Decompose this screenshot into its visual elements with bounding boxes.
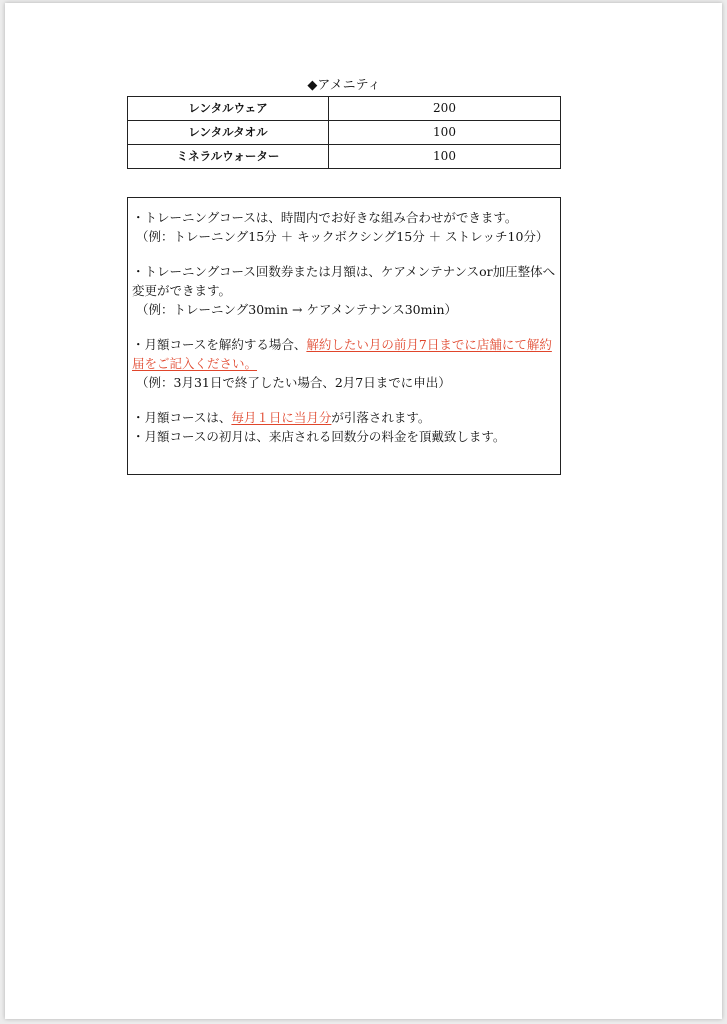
note-prefix: ・月額コースは、 [132, 410, 232, 425]
amenity-title: ◆アメニティ [307, 78, 381, 93]
table-row [128, 121, 561, 145]
amenity-price: 100 [329, 145, 561, 169]
amenity-name: レンタルウェア [128, 97, 329, 121]
billing-date-highlight: 毎月１日に当月分 [231, 410, 332, 425]
note-course-change [132, 262, 556, 319]
document-page [5, 3, 722, 1019]
table-row [128, 145, 561, 169]
note-example: （例：トレーニング30min → ケアメンテナンス30min） [136, 302, 458, 317]
notes-box [127, 197, 561, 475]
table-row [128, 97, 561, 121]
amenity-table [127, 96, 561, 169]
note-text [132, 335, 556, 373]
note-text: ・トレーニングコース回数券または月額は、ケアメンテナンスor加圧整体へ変更ができます。 [132, 264, 556, 298]
note-first-month [132, 427, 556, 446]
amenity-name: レンタルタオル [128, 121, 329, 145]
note-example: （例：3月31日で終了したい場合、2月7日までに申出） [136, 375, 451, 390]
note-suffix: が引落されます。 [331, 410, 431, 425]
note-billing [132, 408, 556, 427]
note-text [132, 408, 556, 427]
note-course-combination [132, 208, 556, 246]
cancellation-deadline-highlight: 解約したい月の前月7日までに店舗にて解約届をご記入ください。 [132, 337, 552, 371]
note-cancellation [132, 335, 556, 392]
note-prefix: ・月額コースを解約する場合、 [132, 337, 307, 352]
note-text: ・月額コースの初月は、来店される回数分の料金を頂戴致します。 [132, 429, 506, 444]
note-example: （例：トレーニング15分 ＋ キックボクシング15分 ＋ ストレッチ10分） [136, 229, 549, 244]
amenity-price: 100 [329, 121, 561, 145]
note-text: ・トレーニングコースは、時間内でお好きな組み合わせができます。 [132, 210, 518, 225]
amenity-price: 200 [329, 97, 561, 121]
amenity-name: ミネラルウォーター [128, 145, 329, 169]
